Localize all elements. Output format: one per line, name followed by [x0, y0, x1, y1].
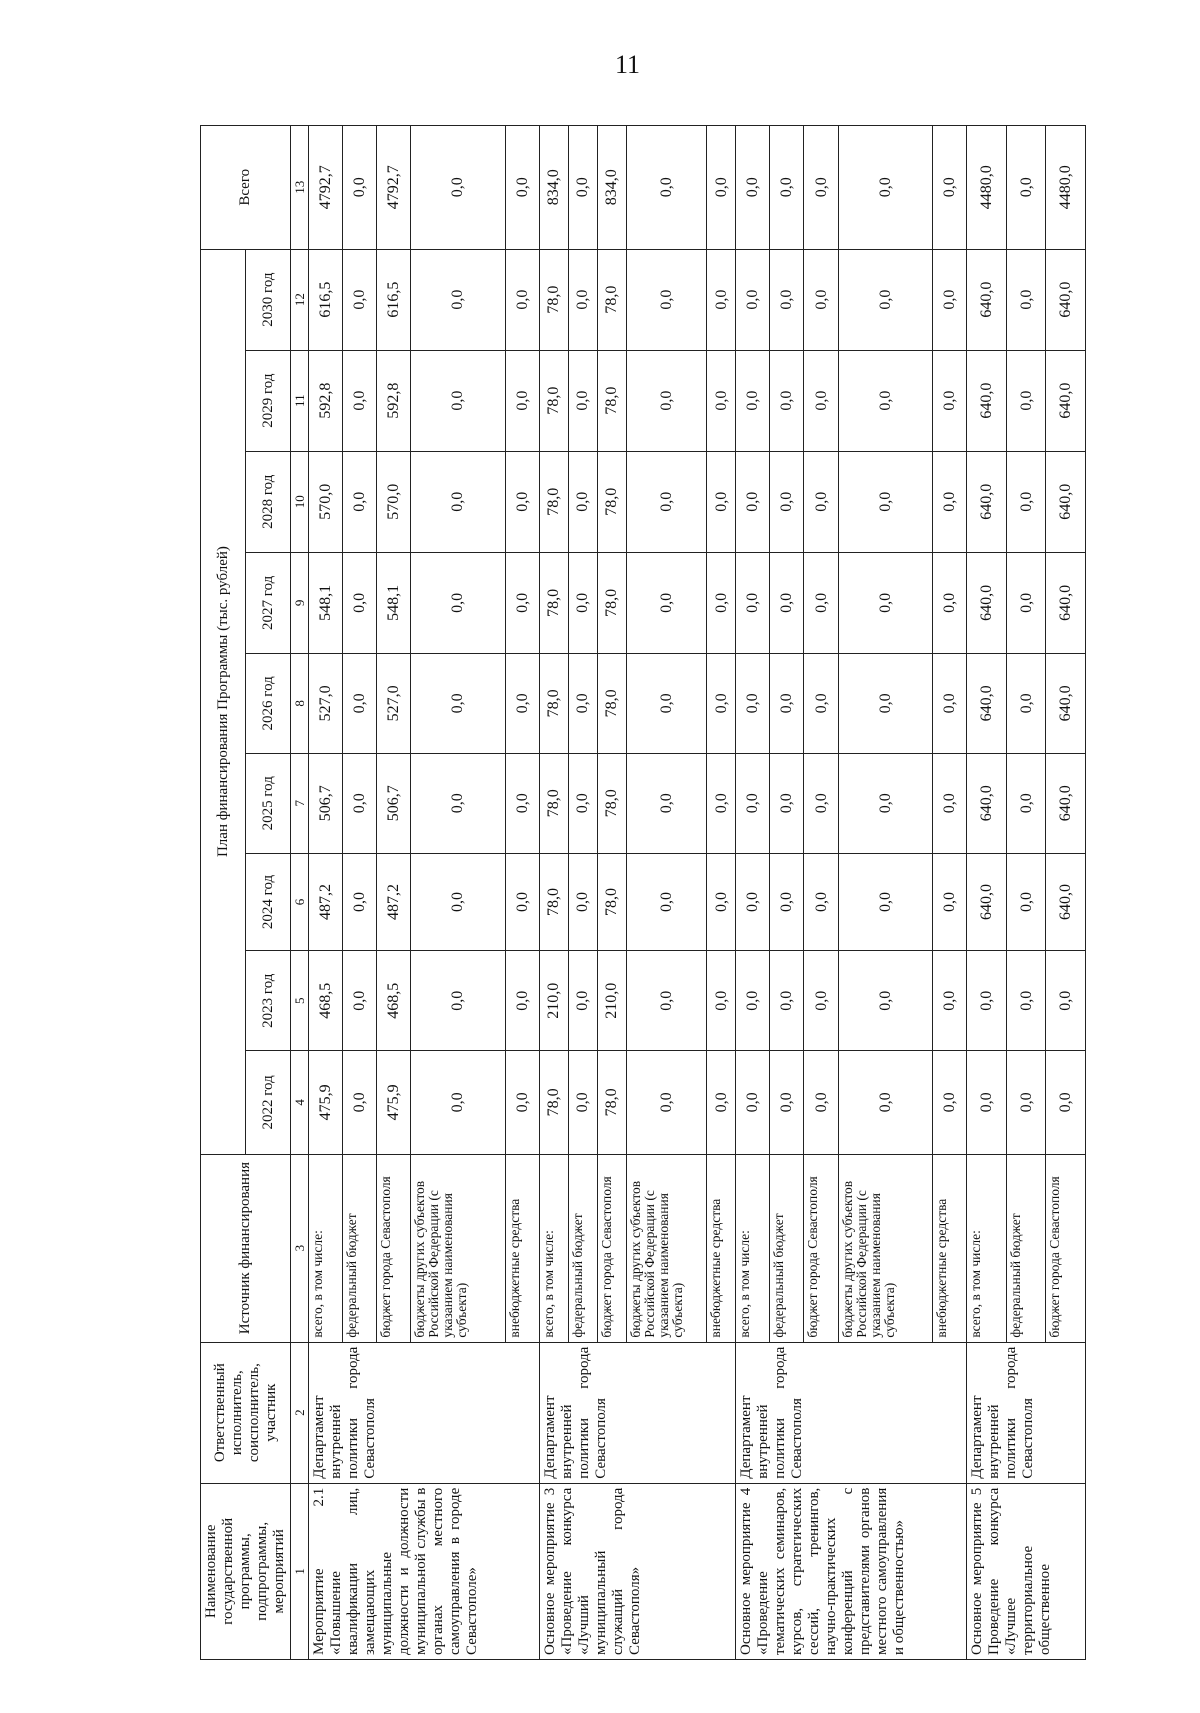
- year-value: 0,0: [838, 249, 933, 350]
- financing-source: федеральный бюджет: [343, 1154, 377, 1342]
- year-value: 527,0: [377, 653, 411, 753]
- year-value: 468,5: [309, 951, 343, 1051]
- year-value: 0,0: [933, 951, 967, 1051]
- year-value: 0,0: [626, 853, 706, 951]
- year-value: 0,0: [343, 653, 377, 753]
- year-value: 0,0: [838, 951, 933, 1051]
- year-value: 0,0: [933, 249, 967, 350]
- year-value: 570,0: [309, 451, 343, 552]
- total-value: 0,0: [933, 126, 967, 250]
- year-value: 0,0: [568, 350, 597, 451]
- year-value: 0,0: [411, 1051, 506, 1154]
- page-number: 11: [615, 50, 641, 79]
- year-value: 616,5: [309, 249, 343, 350]
- financing-source: внебюджетные средства: [707, 1154, 736, 1342]
- year-value: 0,0: [568, 249, 597, 350]
- column-number: 7: [291, 753, 309, 853]
- year-value: 0,0: [1006, 653, 1046, 753]
- column-number: 12: [291, 249, 309, 350]
- executor: Департамент внутренней политики города Севастополя: [309, 1342, 540, 1483]
- year-value: 0,0: [707, 1051, 736, 1154]
- year-value: 0,0: [1046, 951, 1086, 1051]
- year-value: 0,0: [804, 350, 838, 451]
- year-value: 592,8: [377, 350, 411, 451]
- year-value: 0,0: [736, 1051, 770, 1154]
- year-value: 548,1: [377, 552, 411, 653]
- year-value: 640,0: [1046, 249, 1086, 350]
- header-year: 2029 год: [246, 350, 291, 451]
- year-value: 0,0: [770, 249, 804, 350]
- header-year: 2030 год: [246, 249, 291, 350]
- year-value: 0,0: [967, 1051, 1007, 1154]
- year-value: 475,9: [377, 1051, 411, 1154]
- year-value: 78,0: [539, 653, 568, 753]
- year-value: 78,0: [539, 853, 568, 951]
- year-value: 0,0: [411, 451, 506, 552]
- year-value: 78,0: [597, 249, 626, 350]
- year-value: 0,0: [626, 753, 706, 853]
- year-value: 0,0: [568, 753, 597, 853]
- header-year: 2024 год: [246, 853, 291, 951]
- executor: Департамент внутренней политики города Севастополя: [539, 1342, 736, 1483]
- year-value: 0,0: [707, 653, 736, 753]
- year-value: 0,0: [770, 552, 804, 653]
- year-value: 0,0: [804, 853, 838, 951]
- year-value: 640,0: [1046, 853, 1086, 951]
- year-value: 640,0: [967, 451, 1007, 552]
- year-value: 78,0: [539, 249, 568, 350]
- year-value: 0,0: [505, 653, 539, 753]
- financing-source: федеральный бюджет: [568, 1154, 597, 1342]
- total-value: 0,0: [804, 126, 838, 250]
- year-value: 570,0: [377, 451, 411, 552]
- year-value: 0,0: [736, 451, 770, 552]
- year-value: 640,0: [967, 350, 1007, 451]
- table-row: [967, 126, 1007, 1660]
- year-value: 0,0: [343, 951, 377, 1051]
- year-value: 0,0: [736, 653, 770, 753]
- year-value: 0,0: [770, 853, 804, 951]
- column-number: 8: [291, 653, 309, 753]
- year-value: 0,0: [343, 1051, 377, 1154]
- year-value: 0,0: [707, 249, 736, 350]
- year-value: 0,0: [770, 753, 804, 853]
- year-value: 0,0: [343, 853, 377, 951]
- table-row: [309, 126, 343, 1660]
- year-value: 0,0: [804, 249, 838, 350]
- column-number: 11: [291, 350, 309, 451]
- total-value: 0,0: [838, 126, 933, 250]
- year-value: 487,2: [309, 853, 343, 951]
- year-value: 0,0: [933, 1051, 967, 1154]
- year-value: 0,0: [933, 653, 967, 753]
- year-value: 0,0: [1006, 249, 1046, 350]
- year-value: 640,0: [1046, 350, 1086, 451]
- financing-source: бюджет города Севастополя: [377, 1154, 411, 1342]
- year-value: 210,0: [597, 951, 626, 1051]
- year-value: 0,0: [838, 1051, 933, 1154]
- financing-source: всего, в том числе:: [539, 1154, 568, 1342]
- total-value: 0,0: [770, 126, 804, 250]
- year-value: 0,0: [804, 753, 838, 853]
- header-plan: План финансирования Программы (тыс. рублей): [201, 249, 246, 1154]
- column-number: 2: [291, 1342, 309, 1483]
- header-year: 2025 год: [246, 753, 291, 853]
- table-header: [201, 126, 309, 1660]
- year-value: 0,0: [626, 951, 706, 1051]
- year-value: 0,0: [505, 753, 539, 853]
- year-value: 487,2: [377, 853, 411, 951]
- year-value: 78,0: [539, 1051, 568, 1154]
- year-value: 78,0: [539, 552, 568, 653]
- total-value: 0,0: [343, 126, 377, 250]
- total-value: 4480,0: [967, 126, 1007, 250]
- column-numbers-row: [291, 126, 309, 1660]
- year-value: 640,0: [1046, 552, 1086, 653]
- year-value: 0,0: [1006, 853, 1046, 951]
- year-value: 0,0: [736, 853, 770, 951]
- financing-source: бюджеты других субъектов Российской Федерации (с указанием наименования субъекта): [838, 1154, 933, 1342]
- financing-source: внебюджетные средства: [505, 1154, 539, 1342]
- year-value: 0,0: [804, 451, 838, 552]
- year-value: 0,0: [736, 951, 770, 1051]
- year-value: 78,0: [597, 1051, 626, 1154]
- year-value: 0,0: [707, 951, 736, 1051]
- column-number: 6: [291, 853, 309, 951]
- year-value: 0,0: [804, 951, 838, 1051]
- year-value: 0,0: [770, 951, 804, 1051]
- header-executor: Ответственный исполнитель, соисполнитель, участник: [201, 1342, 291, 1483]
- year-value: 468,5: [377, 951, 411, 1051]
- year-value: 0,0: [1006, 753, 1046, 853]
- total-value: 0,0: [707, 126, 736, 250]
- year-value: 0,0: [770, 451, 804, 552]
- year-value: 78,0: [597, 753, 626, 853]
- year-value: 78,0: [597, 451, 626, 552]
- year-value: 640,0: [967, 653, 1007, 753]
- year-value: 506,7: [309, 753, 343, 853]
- year-value: 78,0: [597, 350, 626, 451]
- header-source: Источник финансирования: [201, 1154, 291, 1342]
- year-value: 640,0: [967, 552, 1007, 653]
- year-value: 0,0: [411, 350, 506, 451]
- year-value: 0,0: [838, 451, 933, 552]
- year-value: 0,0: [1006, 1051, 1046, 1154]
- year-value: 640,0: [967, 249, 1007, 350]
- year-value: 78,0: [597, 653, 626, 753]
- year-value: 0,0: [736, 552, 770, 653]
- year-value: 0,0: [933, 853, 967, 951]
- year-value: 548,1: [309, 552, 343, 653]
- year-value: 0,0: [1046, 1051, 1086, 1154]
- year-value: 0,0: [411, 653, 506, 753]
- year-value: 0,0: [1006, 951, 1046, 1051]
- year-value: 0,0: [707, 853, 736, 951]
- year-value: 0,0: [505, 1051, 539, 1154]
- year-value: 616,5: [377, 249, 411, 350]
- table-row: [539, 126, 568, 1660]
- year-value: 0,0: [626, 552, 706, 653]
- year-value: 0,0: [505, 451, 539, 552]
- year-value: 0,0: [736, 249, 770, 350]
- year-value: 0,0: [626, 1051, 706, 1154]
- year-value: 0,0: [770, 350, 804, 451]
- year-value: 640,0: [967, 853, 1007, 951]
- column-number: 10: [291, 451, 309, 552]
- total-value: 0,0: [568, 126, 597, 250]
- year-value: 0,0: [804, 653, 838, 753]
- year-value: 0,0: [804, 1051, 838, 1154]
- column-number: 1: [291, 1483, 309, 1659]
- table-body: [309, 126, 1086, 1660]
- year-value: 527,0: [309, 653, 343, 753]
- year-value: 475,9: [309, 1051, 343, 1154]
- year-value: 0,0: [411, 853, 506, 951]
- total-value: 0,0: [1006, 126, 1046, 250]
- total-value: 834,0: [539, 126, 568, 250]
- year-value: 0,0: [343, 753, 377, 853]
- financing-source: федеральный бюджет: [1006, 1154, 1046, 1342]
- column-number: 5: [291, 951, 309, 1051]
- header-year: 2028 год: [246, 451, 291, 552]
- activity-name: Основное мероприятие 4 «Проведение тематических семинаров, курсов, стратегических сессий, тренингов, научно-практических конференций с представителями органов местного самоуправления и общественностью»: [736, 1483, 967, 1659]
- year-value: 0,0: [967, 951, 1007, 1051]
- financing-source: бюджет города Севастополя: [804, 1154, 838, 1342]
- activity-name: Мероприятие 2.1 «Повышение квалификации лиц, замещающих муниципальные должности и должности муниципальной службы в органах местного самоуправления в городе Севастополе»: [309, 1483, 540, 1659]
- column-number: 13: [291, 126, 309, 250]
- financing-source: бюджеты других субъектов Российской Федерации (с указанием наименования субъекта): [626, 1154, 706, 1342]
- year-value: 0,0: [568, 951, 597, 1051]
- total-value: 4792,7: [309, 126, 343, 250]
- total-value: 4480,0: [1046, 126, 1086, 250]
- year-value: 78,0: [597, 552, 626, 653]
- year-value: 0,0: [343, 249, 377, 350]
- header-year: 2026 год: [246, 653, 291, 753]
- year-value: 640,0: [1046, 753, 1086, 853]
- year-value: 0,0: [568, 853, 597, 951]
- year-value: 0,0: [626, 249, 706, 350]
- header-total: Всего: [201, 126, 291, 250]
- year-value: 0,0: [707, 753, 736, 853]
- table-row: [736, 126, 770, 1660]
- year-value: 0,0: [838, 853, 933, 951]
- year-value: 0,0: [343, 451, 377, 552]
- year-value: 0,0: [505, 951, 539, 1051]
- year-value: 0,0: [707, 350, 736, 451]
- financing-source: бюджет города Севастополя: [1046, 1154, 1086, 1342]
- header-year: 2022 год: [246, 1051, 291, 1154]
- total-value: 0,0: [505, 126, 539, 250]
- year-value: 0,0: [568, 451, 597, 552]
- total-value: 0,0: [626, 126, 706, 250]
- financing-source: всего, в том числе:: [309, 1154, 343, 1342]
- rotated-table-wrapper: [200, 125, 1075, 1660]
- year-value: 0,0: [736, 350, 770, 451]
- year-value: 0,0: [933, 753, 967, 853]
- year-value: 0,0: [505, 552, 539, 653]
- financing-source: внебюджетные средства: [933, 1154, 967, 1342]
- column-number: 4: [291, 1051, 309, 1154]
- year-value: 0,0: [838, 753, 933, 853]
- executor: Департамент внутренней политики города Севастополя: [736, 1342, 967, 1483]
- year-value: 78,0: [539, 350, 568, 451]
- year-value: 0,0: [707, 451, 736, 552]
- year-value: 78,0: [539, 451, 568, 552]
- column-number: 9: [291, 552, 309, 653]
- year-value: 0,0: [626, 451, 706, 552]
- financing-source: всего, в том числе:: [967, 1154, 1007, 1342]
- year-value: 640,0: [967, 753, 1007, 853]
- financing-table: [200, 125, 1086, 1660]
- year-value: 0,0: [770, 1051, 804, 1154]
- header-name: Наименование государственной программы, подпрограммы, мероприятий: [201, 1483, 291, 1659]
- year-value: 0,0: [933, 451, 967, 552]
- year-value: 0,0: [933, 350, 967, 451]
- column-number: 3: [291, 1154, 309, 1342]
- financing-source: федеральный бюджет: [770, 1154, 804, 1342]
- year-value: 0,0: [411, 552, 506, 653]
- year-value: 506,7: [377, 753, 411, 853]
- year-value: 0,0: [343, 552, 377, 653]
- year-value: 640,0: [1046, 451, 1086, 552]
- year-value: 78,0: [539, 753, 568, 853]
- total-value: 4792,7: [377, 126, 411, 250]
- year-value: 78,0: [597, 853, 626, 951]
- year-value: 0,0: [770, 653, 804, 753]
- total-value: 834,0: [597, 126, 626, 250]
- year-value: 0,0: [736, 753, 770, 853]
- year-value: 0,0: [568, 1051, 597, 1154]
- year-value: 210,0: [539, 951, 568, 1051]
- year-value: 0,0: [838, 552, 933, 653]
- year-value: 0,0: [1006, 451, 1046, 552]
- year-value: 0,0: [1006, 350, 1046, 451]
- header-year: 2027 год: [246, 552, 291, 653]
- financing-source: бюджеты других субъектов Российской Федерации (с указанием наименования субъекта): [411, 1154, 506, 1342]
- year-value: 0,0: [505, 853, 539, 951]
- year-value: 0,0: [1006, 552, 1046, 653]
- year-value: 0,0: [343, 350, 377, 451]
- financing-source: бюджет города Севастополя: [597, 1154, 626, 1342]
- total-value: 0,0: [736, 126, 770, 250]
- header-year: 2023 год: [246, 951, 291, 1051]
- total-value: 0,0: [411, 126, 506, 250]
- year-value: 0,0: [838, 350, 933, 451]
- executor: Департамент внутренней политики города Севастополя: [967, 1342, 1086, 1483]
- activity-name: Основное мероприятие 3 «Проведение конкурса «Лучший муниципальный служащий города Севастополя»: [539, 1483, 736, 1659]
- activity-name: Основное мероприятие 5 Проведение конкурса «Лучшее территориальное общественное: [967, 1483, 1086, 1659]
- year-value: 0,0: [707, 552, 736, 653]
- year-value: 0,0: [411, 249, 506, 350]
- year-value: 640,0: [1046, 653, 1086, 753]
- year-value: 0,0: [933, 552, 967, 653]
- year-value: 592,8: [309, 350, 343, 451]
- year-value: 0,0: [838, 653, 933, 753]
- year-value: 0,0: [505, 249, 539, 350]
- year-value: 0,0: [505, 350, 539, 451]
- year-value: 0,0: [411, 951, 506, 1051]
- year-value: 0,0: [626, 350, 706, 451]
- year-value: 0,0: [568, 653, 597, 753]
- year-value: 0,0: [804, 552, 838, 653]
- year-value: 0,0: [411, 753, 506, 853]
- year-value: 0,0: [626, 653, 706, 753]
- financing-source: всего, в том числе:: [736, 1154, 770, 1342]
- year-value: 0,0: [568, 552, 597, 653]
